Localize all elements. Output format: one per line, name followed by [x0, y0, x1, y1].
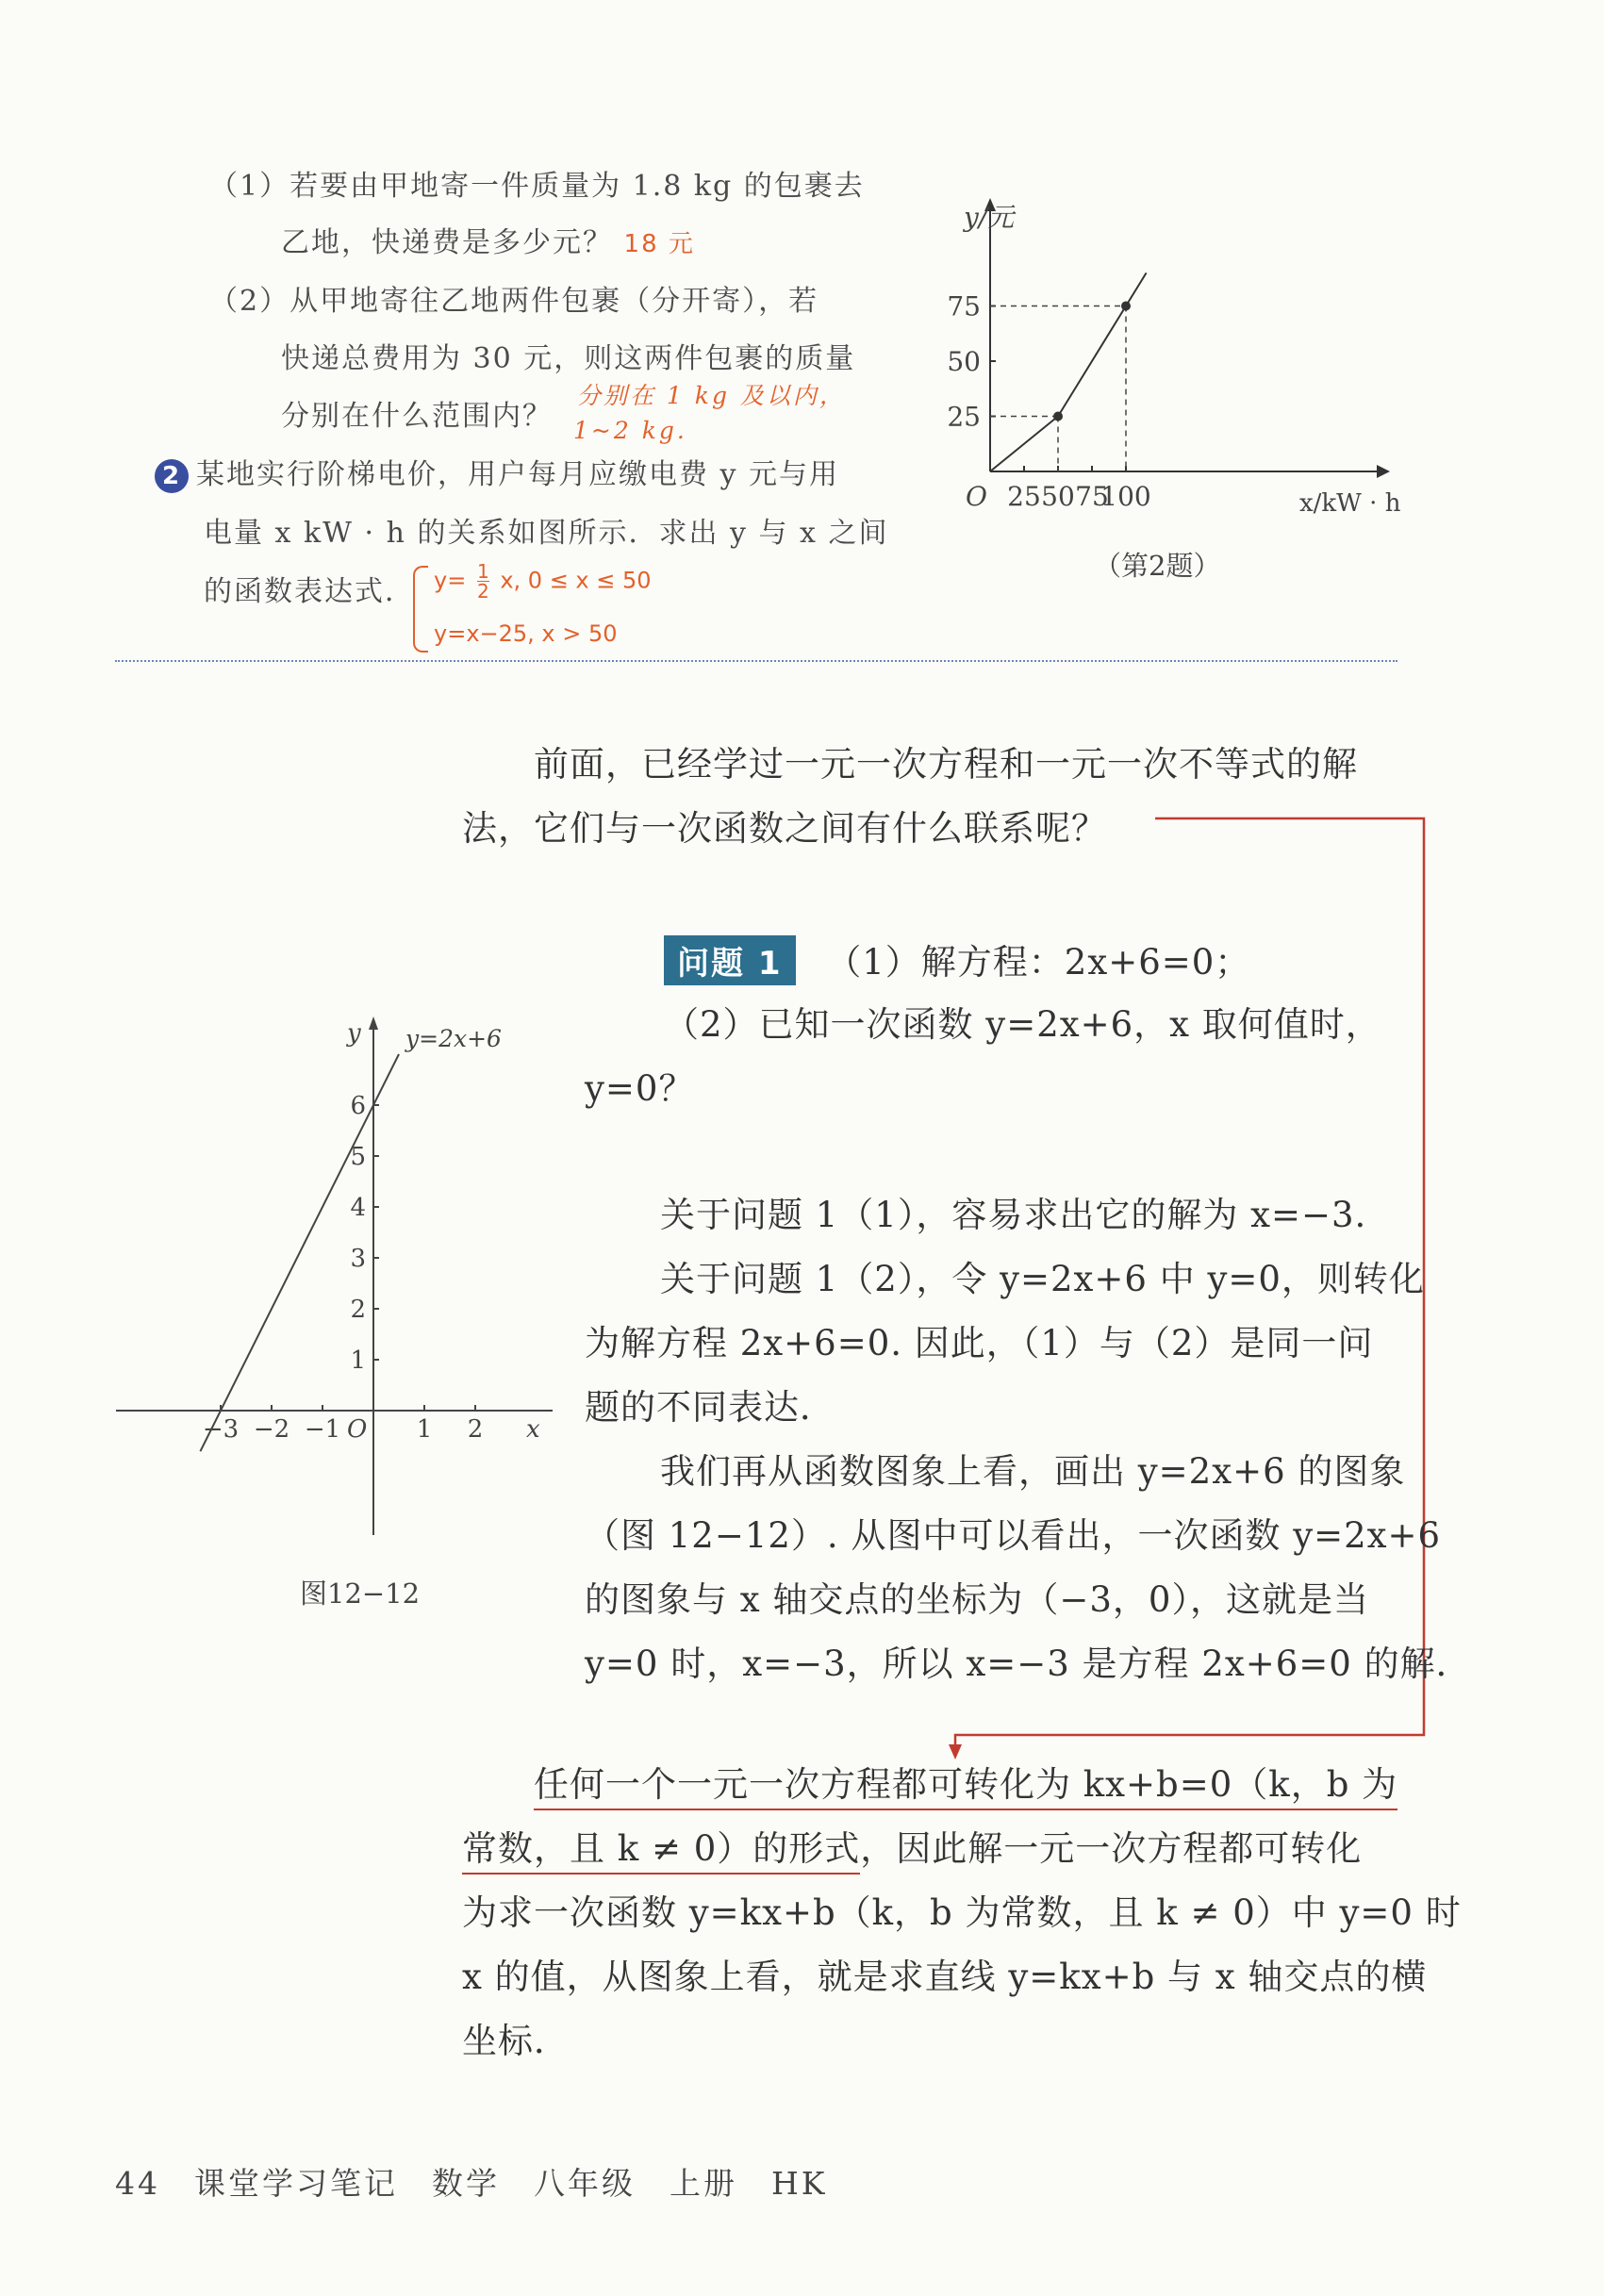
exercise2-line2: 电量 x kW · h 的关系如图所示．求出 y 与 x 之间 [204, 517, 889, 550]
x-axis-arrow [1377, 465, 1390, 478]
discussion-p2-line3: 题的不同表达． [585, 1387, 835, 1428]
conclusion-line5: 坐标． [462, 2021, 570, 2061]
fraction-denominator: 2 [476, 580, 489, 603]
conclusion-line3: 为求一次函数 y=kx+b（k，b 为常数，且 k ≠ 0）中 y=0 时 [462, 1892, 1462, 1933]
exercise1-q2-line2: 快递总费用为 30 元，则这两件包裹的质量 [281, 342, 856, 375]
x-tick-label: −3 [202, 1415, 240, 1444]
piecewise-case-2: y=x−25, x > 50 [434, 620, 618, 647]
y-axis-arrow [369, 1016, 378, 1030]
problem1-line1 [664, 933, 1250, 985]
x-axis-label: x/kW · h [1299, 489, 1401, 518]
origin-label: O [347, 1415, 368, 1444]
x-axis-label: x [526, 1415, 540, 1444]
y-tick-label: 75 [947, 290, 981, 322]
y-tick-label: 25 [947, 401, 981, 433]
discussion-p1: 关于问题 1（1），容易求出它的解为 x=−3. [660, 1195, 1367, 1235]
problem1-part2-line1: （2）已知一次函数 y=2x+6，x 取何值时， [664, 1004, 1381, 1045]
x-tick-label: 1 [416, 1415, 433, 1444]
x-tick-label: −1 [304, 1415, 341, 1444]
y-tick-label: 50 [947, 346, 981, 377]
exercise1-q1-line1: （1）若要由甲地寄一件质量为 1.8 kg 的包裹去 [209, 170, 865, 203]
conclusion-line2-rest: ，因此解一元一次方程都可转化 [860, 1828, 1363, 1869]
exercise1-q1-text: 乙地，快递费是多少元？ [281, 226, 613, 259]
chart-exercise2 [905, 189, 1433, 603]
exercise2-line3: 的函数表达式． [204, 575, 415, 608]
y-axis-label: y [347, 1019, 361, 1048]
piecewise-case-1-suffix: x, 0 ≤ x ≤ 50 [500, 567, 652, 594]
intro-line1: 前面，已经学过一元一次方程和一元一次不等式的解 [534, 744, 1358, 785]
data-point [1053, 412, 1063, 421]
conclusion-line2 [462, 1820, 1362, 1871]
fraction-numerator: 1 [476, 560, 489, 583]
discussion-p3-line2: （图 12−12）. 从图中可以看出，一次函数 y=2x+6 [585, 1515, 1442, 1556]
conclusion-line1-underlined: 任何一个一元一次方程都可转化为 kx+b=0（k，b 为 [534, 1764, 1397, 1810]
chart-figure-12-12 [111, 1007, 564, 1554]
origin-label: O [966, 481, 987, 512]
exercise1-q1-line2 [281, 219, 695, 260]
y-axis-label: y/元 [964, 202, 1015, 233]
chart-exercise2-caption: （第2题） [1094, 550, 1221, 582]
line-label: y=2x+6 [405, 1025, 502, 1052]
piecewise-fraction [477, 562, 489, 601]
x-tick-label: 2 [467, 1415, 484, 1444]
x-tick-label: 100 [1100, 481, 1151, 512]
problem1-badge: 问题 1 [664, 935, 796, 985]
y-tick-label: 5 [350, 1143, 366, 1171]
exercise1-q2-line1: （2）从甲地寄往乙地两件包裹（分开寄），若 [209, 285, 819, 318]
discussion-p2-line1: 关于问题 1（2），令 y=2x+6 中 y=0，则转化 [660, 1259, 1425, 1299]
footer-volume: 上册 [670, 2165, 737, 2202]
y-tick-label: 6 [350, 1092, 366, 1120]
y-tick-label: 2 [350, 1296, 366, 1324]
piecewise-case-1 [434, 562, 652, 601]
series-line-y-2x-plus-6 [200, 1054, 399, 1451]
footer-subject: 数学 [432, 2165, 500, 2202]
discussion-p3-line3: 的图象与 x 轴交点的坐标为（−3，0），这就是当 [585, 1579, 1369, 1620]
conclusion-line1 [534, 1756, 1397, 1807]
y-tick-label: 3 [350, 1245, 366, 1273]
footer-edition: HK [771, 2165, 828, 2202]
footer-book: 课堂学习笔记 [194, 2165, 398, 2202]
exercise1-q1-answer: 18 元 [623, 230, 695, 258]
conclusion-line2-underlined: 常数，且 k ≠ 0）的形式 [462, 1828, 860, 1875]
exercise1-q2-answer-a: 分别在 1 kg 及以内， [577, 382, 846, 409]
piecewise-brace [413, 566, 428, 652]
section-divider [115, 660, 1397, 662]
intro-line2: 法，它们与一次函数之间有什么联系呢？ [462, 808, 1107, 849]
problem1-part1: （1）解方程：2x+6=0； [826, 942, 1251, 983]
exercise2-number-badge: 2 [155, 459, 189, 493]
figure-12-12-caption: 图12−12 [300, 1577, 421, 1610]
exercise1-q2-answer-b: 1~2 kg. [573, 417, 687, 444]
x-tick-label: 25 [1007, 481, 1041, 512]
discussion-p3-line1: 我们再从函数图象上看，画出 y=2x+6 的图象 [660, 1451, 1406, 1492]
discussion-p3-line4: y=0 时，x=−3，所以 x=−3 是方程 2x+6=0 的解． [585, 1644, 1472, 1684]
discussion-p2-line2: 为解方程 2x+6=0. 因此，（1）与（2）是同一问 [585, 1323, 1374, 1363]
footer-grade: 八年级 [534, 2165, 636, 2202]
x-tick-label: −2 [253, 1415, 290, 1444]
y-tick-label: 1 [350, 1346, 366, 1375]
exercise2-line1-text: 某地实行阶梯电价，用户每月应缴电费 y 元与用 [196, 458, 840, 491]
y-tick-label: 4 [350, 1194, 366, 1222]
page-footer [115, 2159, 861, 2204]
page-number: 44 [115, 2165, 160, 2202]
conclusion-line4: x 的值，从图象上看，就是求直线 y=kx+b 与 x 轴交点的横 [462, 1957, 1428, 1997]
x-tick-label: 50 [1041, 481, 1075, 512]
x-tick-label: 75 [1075, 481, 1109, 512]
piecewise-case-1-prefix: y= [434, 567, 467, 594]
exercise2-line1 [155, 451, 839, 493]
problem1-part2-line2: y=0？ [585, 1068, 695, 1109]
exercise1-q2-line3: 分别在什么范围内？ [281, 400, 553, 433]
data-point [1121, 302, 1131, 311]
